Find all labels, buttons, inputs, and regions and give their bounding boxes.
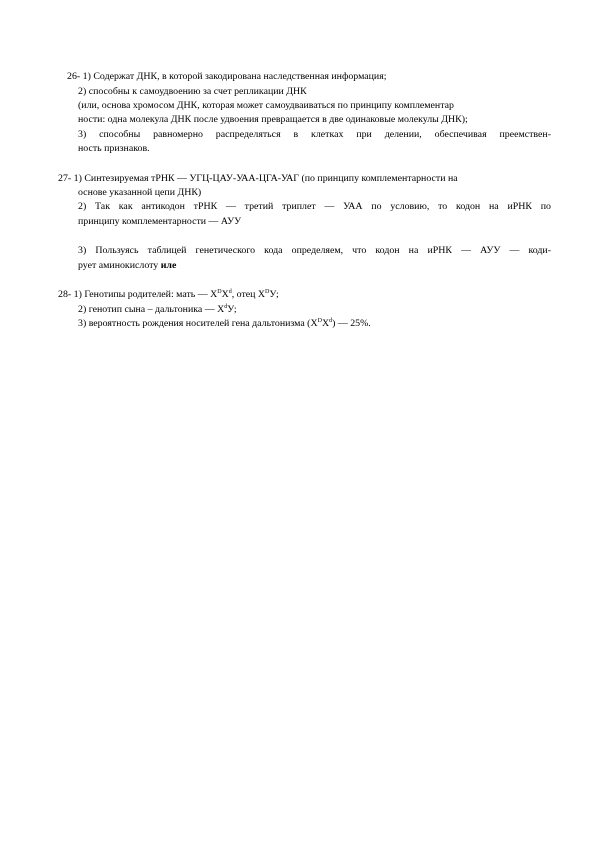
allele-D: D: [317, 318, 322, 324]
allele-D: D: [217, 289, 222, 295]
q26-line-1: 26- 1) Содержат ДНК, в которой закодирована наследственная информация;: [67, 71, 387, 82]
allele-d: d: [329, 318, 333, 324]
q28-l3-c: ) — 25%.: [332, 318, 371, 329]
q28-l3-b: Х: [321, 318, 330, 329]
q26-line-6: ность признаков.: [78, 143, 150, 154]
allele-D: D: [265, 289, 270, 295]
q26-line-4: ности: одна молекула ДНК после удвоения превращается в две одинаковые молекулы ДНК);: [78, 114, 468, 125]
q26-line-5: 3) способны равномерно распределяться в клетках при делении, обеспечивая преемствен-: [78, 129, 551, 140]
q28-line-1: [58, 289, 279, 301]
q27-line-1: 27- 1) Синтезируемая тРНК — УГЦ-ЦАУ-УАА-ЦГА-УАГ (по принципу комплементарности на: [58, 173, 458, 184]
allele-d: d: [224, 304, 228, 310]
q28-l3-a: 3) вероятность рождения носителей гена дальтонизма (Х: [78, 318, 318, 329]
q28-line-2: [78, 304, 237, 316]
q27-line-6: [78, 260, 176, 272]
q27-line-4: принципу комплементарности — АУУ: [78, 216, 242, 227]
q28-l1-a: 28- 1) Генотипы родителей: мать — Х: [58, 289, 218, 300]
q27-line-2: основе указанной цепи ДНК): [78, 187, 202, 198]
q28-l1-c: , отец Х: [231, 289, 266, 300]
q26-line-2: 2) способны к самоудвоению за счет репликации ДНК: [78, 86, 307, 97]
allele-d: d: [228, 289, 232, 295]
q28-l2-a: 2) генотип сына – дальтоника — Х: [78, 304, 225, 315]
q27-line-6-text: рует аминокислоту: [78, 260, 161, 271]
q28-l2-b: У;: [227, 304, 237, 315]
q28-line-3: [78, 318, 371, 330]
q27-line-3: 2) Так как антикодон тРНК — третий триплет — УАА по условию, то кодон на иРНК по: [78, 201, 551, 212]
q28-l1-b: Х: [221, 289, 229, 300]
q28-l1-d: У;: [269, 289, 279, 300]
amino-acid-name: иле: [160, 260, 177, 271]
q27-line-5: 3) Пользуясь таблицей генетического кода определяем, что кодон на иРНК — АУУ — коди-: [78, 245, 551, 256]
q26-line-3: (или, основа хромосом ДНК, которая может самоудваиваться по принципу комплементар: [78, 100, 454, 111]
